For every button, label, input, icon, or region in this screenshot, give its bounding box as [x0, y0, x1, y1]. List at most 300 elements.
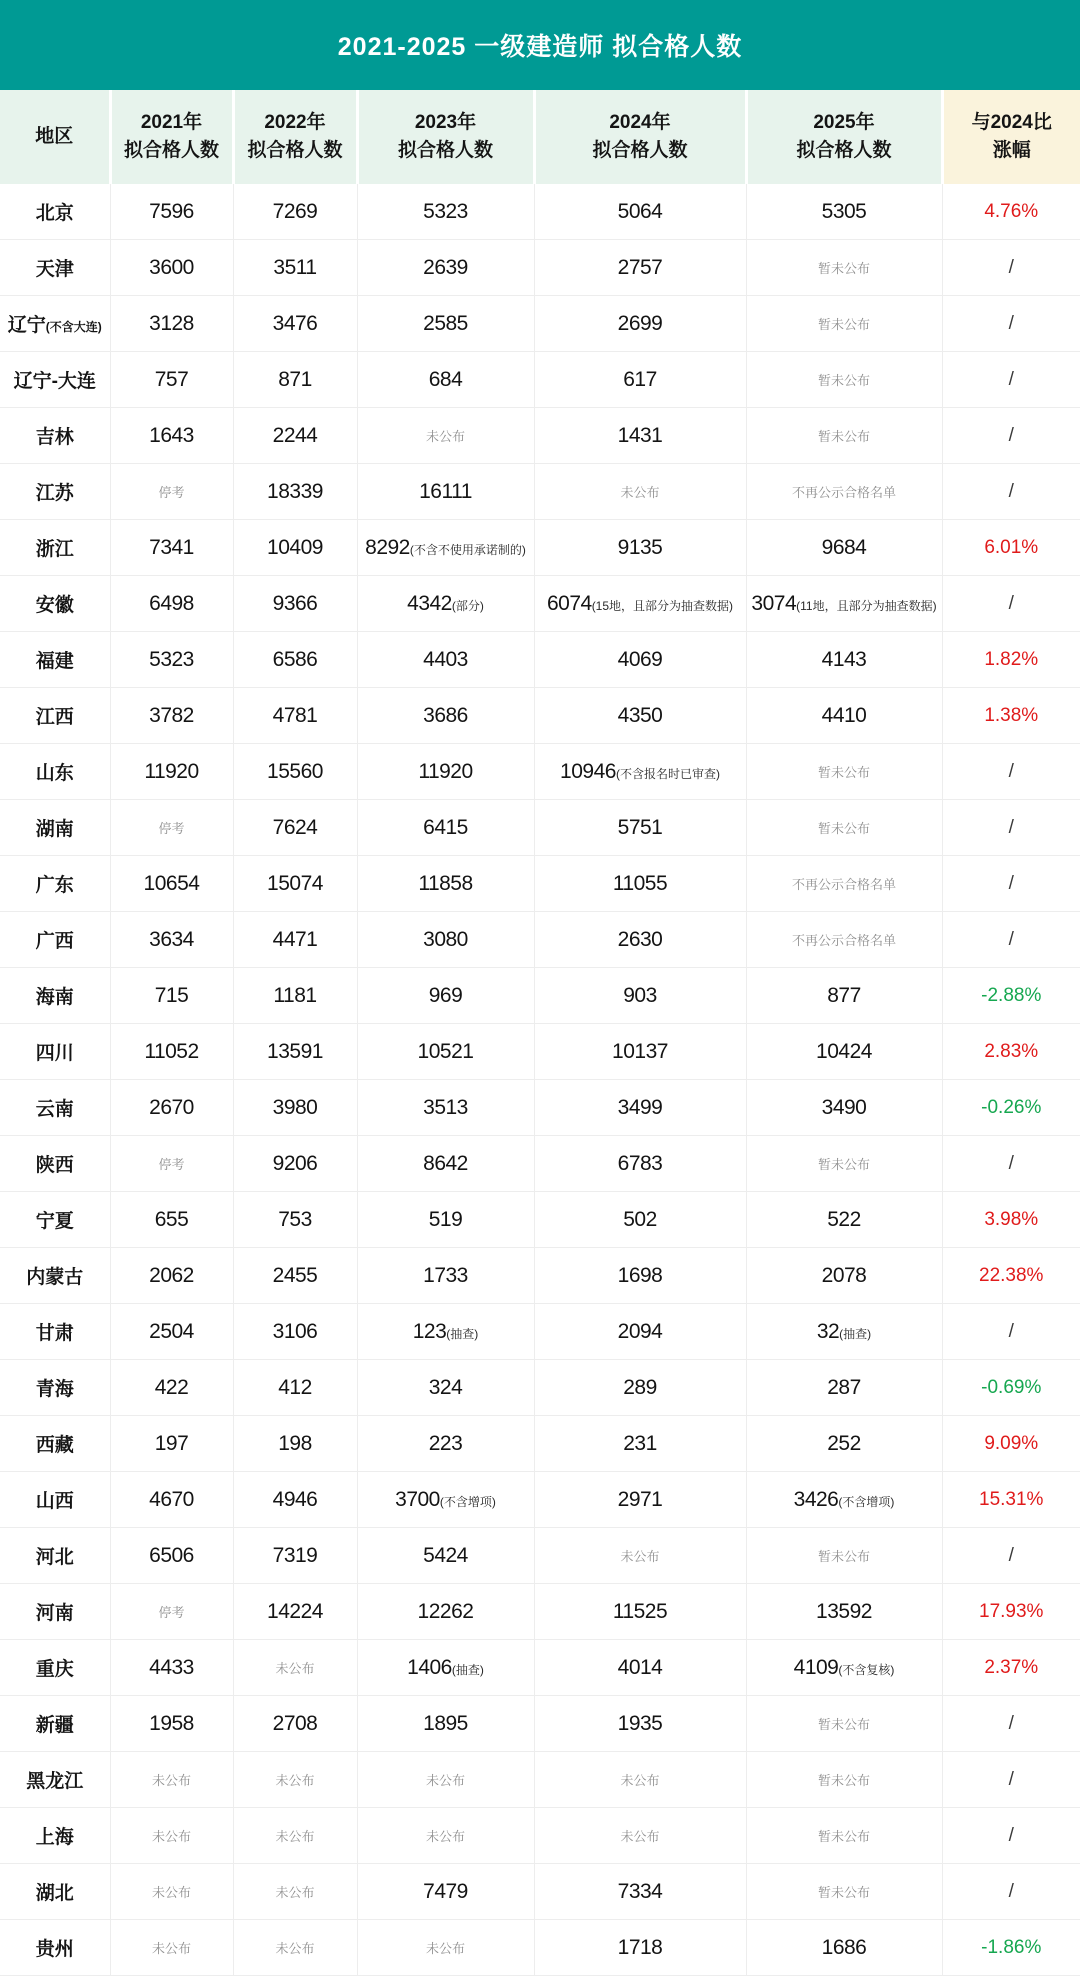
column-header	[357, 90, 534, 184]
status-text: 未公布	[275, 1884, 315, 1900]
value-number: 519	[428, 1207, 463, 1231]
change-cell	[942, 688, 1080, 744]
value-cell	[746, 912, 942, 968]
value-number: 5064	[617, 199, 663, 223]
value-cell	[746, 1416, 942, 1472]
value-number: 10409	[267, 535, 323, 559]
region-cell	[0, 1808, 110, 1864]
value-cell	[534, 688, 746, 744]
value-number: 502	[623, 1207, 657, 1231]
table-body	[0, 184, 1080, 1976]
value-cell	[357, 1136, 534, 1192]
region-cell	[0, 520, 110, 576]
value-number: 969	[428, 983, 463, 1007]
value-cell	[357, 1472, 534, 1528]
value-cell	[233, 1584, 357, 1640]
region-label: 黑龙江	[26, 1771, 84, 1792]
value-number: 123	[412, 1319, 447, 1343]
region-label: 贵州	[35, 1939, 74, 1960]
value-cell	[233, 1472, 357, 1528]
column-header	[534, 90, 746, 184]
value-cell	[357, 1752, 534, 1808]
value-cell	[110, 520, 233, 576]
value-cell	[746, 1752, 942, 1808]
value-number: 15074	[267, 871, 323, 895]
region-cell	[0, 352, 110, 408]
value-number: 5323	[149, 647, 194, 671]
title-bar	[0, 0, 1080, 90]
value-number: 10654	[143, 871, 200, 895]
table-row	[0, 1248, 1080, 1304]
value-cell	[357, 520, 534, 576]
value-number: 4433	[149, 1655, 194, 1679]
change-value: 9.09%	[984, 1432, 1039, 1454]
value-cell	[357, 968, 534, 1024]
value-cell	[534, 1528, 746, 1584]
value-number: 11052	[144, 1039, 199, 1063]
change-value: 2.37%	[984, 1656, 1039, 1678]
change-value: /	[1008, 816, 1014, 838]
value-cell	[110, 408, 233, 464]
value-note: (不含增项)	[439, 1494, 496, 1509]
value-cell	[110, 800, 233, 856]
value-note: (15地，且部分为抽查数据)	[591, 598, 734, 613]
change-cell	[942, 968, 1080, 1024]
table-row	[0, 744, 1080, 800]
region-cell	[0, 912, 110, 968]
value-cell	[357, 408, 534, 464]
value-cell	[746, 408, 942, 464]
value-cell	[746, 352, 942, 408]
status-text: 停考	[158, 1604, 185, 1620]
change-value: /	[1008, 1544, 1014, 1566]
value-cell	[534, 1752, 746, 1808]
region-label: 辽宁-大连	[13, 371, 96, 392]
value-note: (抽查)	[839, 1326, 872, 1341]
value-number: 6586	[272, 647, 318, 671]
value-cell	[746, 632, 942, 688]
value-cell	[746, 1472, 942, 1528]
value-cell	[534, 856, 746, 912]
value-cell	[534, 1080, 746, 1136]
value-number: 4403	[423, 647, 468, 671]
value-number: 4109	[793, 1655, 839, 1679]
status-text: 未公布	[151, 1828, 191, 1844]
region-label: 四川	[35, 1043, 74, 1064]
value-number: 11920	[144, 759, 199, 783]
status-text: 未公布	[620, 1828, 660, 1844]
region-cell	[0, 1248, 110, 1304]
value-cell	[746, 1304, 942, 1360]
value-cell	[746, 1584, 942, 1640]
value-number: 7624	[272, 815, 318, 839]
value-cell	[746, 744, 942, 800]
region-label: 新疆	[35, 1715, 74, 1736]
value-cell	[746, 1024, 942, 1080]
value-number: 1686	[821, 1935, 867, 1959]
value-cell	[746, 184, 942, 240]
value-cell	[233, 1304, 357, 1360]
value-cell	[746, 464, 942, 520]
value-number: 757	[154, 367, 189, 391]
value-cell	[110, 464, 233, 520]
region-label: 江西	[35, 707, 74, 728]
region-label: 陕西	[35, 1155, 74, 1176]
value-cell	[357, 1808, 534, 1864]
table-row	[0, 1192, 1080, 1248]
value-cell	[110, 1024, 233, 1080]
status-text: 未公布	[620, 1772, 660, 1788]
value-cell	[746, 1360, 942, 1416]
value-number: 3476	[272, 311, 318, 335]
value-cell	[534, 1304, 746, 1360]
change-cell	[942, 1696, 1080, 1752]
value-number: 903	[623, 983, 657, 1007]
value-cell	[110, 912, 233, 968]
change-value: 22.38%	[979, 1264, 1044, 1286]
region-label: 重庆	[35, 1659, 74, 1680]
value-number: 231	[623, 1431, 657, 1455]
value-number: 7479	[423, 1879, 468, 1903]
value-cell	[534, 184, 746, 240]
status-text: 未公布	[275, 1940, 315, 1956]
change-value: /	[1008, 256, 1014, 278]
table-row	[0, 1528, 1080, 1584]
change-value: /	[1008, 760, 1014, 782]
value-number: 1698	[617, 1263, 663, 1287]
change-cell	[942, 296, 1080, 352]
value-number: 3686	[423, 703, 468, 727]
table-row	[0, 800, 1080, 856]
value-number: 10137	[612, 1039, 668, 1063]
value-cell	[357, 1696, 534, 1752]
change-cell	[942, 408, 1080, 464]
value-cell	[233, 240, 357, 296]
value-cell	[233, 1248, 357, 1304]
value-number: 1733	[423, 1263, 468, 1287]
value-cell	[357, 1528, 534, 1584]
value-number: 1643	[149, 423, 194, 447]
change-cell	[942, 1864, 1080, 1920]
region-label: 上海	[35, 1827, 74, 1848]
region-label: 天津	[35, 259, 74, 280]
value-number: 753	[278, 1207, 312, 1231]
region-cell	[0, 1696, 110, 1752]
change-value: 4.76%	[984, 200, 1039, 222]
qualified-counts-table	[0, 90, 1080, 1976]
value-cell	[110, 1920, 233, 1976]
value-number: 4410	[821, 703, 867, 727]
value-number: 2630	[617, 927, 663, 951]
value-cell	[357, 1640, 534, 1696]
value-cell	[110, 1192, 233, 1248]
column-header-line1: 2025年	[813, 112, 875, 133]
region-cell	[0, 240, 110, 296]
value-cell	[233, 1640, 357, 1696]
value-cell	[110, 968, 233, 1024]
column-header-line1: 2024年	[609, 112, 671, 133]
change-cell	[942, 912, 1080, 968]
value-cell	[110, 1360, 233, 1416]
value-cell	[746, 800, 942, 856]
value-number: 4014	[617, 1655, 663, 1679]
value-number: 13591	[267, 1039, 323, 1063]
value-number: 8292	[365, 535, 410, 559]
change-value: /	[1008, 1768, 1014, 1790]
status-text: 暂未公布	[817, 428, 870, 444]
value-number: 2971	[617, 1487, 663, 1511]
value-cell	[746, 688, 942, 744]
column-header-line1: 2022年	[264, 112, 326, 133]
value-number: 16111	[419, 479, 472, 503]
value-cell	[233, 1192, 357, 1248]
value-cell	[233, 1416, 357, 1472]
change-value: /	[1008, 1880, 1014, 1902]
value-number: 3600	[149, 255, 194, 279]
value-number: 871	[278, 367, 312, 391]
column-header	[233, 90, 357, 184]
change-cell	[942, 1360, 1080, 1416]
value-number: 2585	[423, 311, 468, 335]
value-number: 223	[428, 1431, 463, 1455]
value-cell	[357, 1192, 534, 1248]
value-cell	[357, 856, 534, 912]
value-cell	[110, 240, 233, 296]
value-cell	[233, 520, 357, 576]
change-value: 3.98%	[984, 1208, 1039, 1230]
value-cell	[110, 576, 233, 632]
value-number: 18339	[267, 479, 323, 503]
value-cell	[233, 1080, 357, 1136]
region-label: 福建	[35, 651, 74, 672]
value-number: 287	[827, 1375, 861, 1399]
table-row	[0, 1472, 1080, 1528]
status-text: 停考	[158, 1156, 185, 1172]
value-cell	[534, 408, 746, 464]
value-cell	[746, 1136, 942, 1192]
value-cell	[357, 744, 534, 800]
region-cell	[0, 744, 110, 800]
value-number: 3128	[149, 311, 194, 335]
value-number: 9135	[617, 535, 663, 559]
region-cell	[0, 1864, 110, 1920]
table-row	[0, 1920, 1080, 1976]
value-cell	[357, 352, 534, 408]
change-cell	[942, 632, 1080, 688]
value-number: 1958	[149, 1711, 194, 1735]
value-number: 3700	[395, 1487, 440, 1511]
value-cell	[357, 1360, 534, 1416]
value-number: 1431	[617, 423, 663, 447]
column-header	[746, 90, 942, 184]
value-cell	[233, 856, 357, 912]
region-label: 甘肃	[35, 1323, 74, 1344]
value-number: 6498	[149, 591, 194, 615]
value-cell	[357, 576, 534, 632]
value-cell	[357, 1920, 534, 1976]
value-cell	[110, 1584, 233, 1640]
value-number: 2708	[272, 1711, 318, 1735]
region-label: 内蒙古	[26, 1267, 84, 1288]
change-value: /	[1008, 592, 1014, 614]
value-number: 10521	[417, 1039, 474, 1063]
value-cell	[233, 912, 357, 968]
region-cell	[0, 1920, 110, 1976]
region-cell	[0, 856, 110, 912]
change-value: -2.88%	[981, 984, 1042, 1006]
value-number: 6783	[617, 1151, 663, 1175]
column-header-line1: 2023年	[414, 112, 477, 133]
value-cell	[233, 1752, 357, 1808]
value-cell	[357, 800, 534, 856]
value-number: 6506	[149, 1543, 194, 1567]
column-header	[110, 90, 233, 184]
value-cell	[233, 1696, 357, 1752]
value-cell	[357, 464, 534, 520]
value-cell	[233, 1528, 357, 1584]
status-text: 暂未公布	[817, 1772, 870, 1788]
change-cell	[942, 184, 1080, 240]
value-cell	[746, 1640, 942, 1696]
value-cell	[110, 1248, 233, 1304]
region-cell	[0, 1472, 110, 1528]
column-header-line1: 与2024比	[971, 112, 1052, 133]
value-number: 11055	[612, 871, 668, 895]
change-cell	[942, 744, 1080, 800]
value-cell	[746, 1248, 942, 1304]
value-cell	[233, 1808, 357, 1864]
value-cell	[110, 352, 233, 408]
table-row	[0, 240, 1080, 296]
status-text: 暂未公布	[817, 316, 870, 332]
value-cell	[746, 576, 942, 632]
table-row	[0, 632, 1080, 688]
value-number: 3080	[423, 927, 468, 951]
region-label: 云南	[35, 1099, 74, 1120]
value-cell	[357, 1304, 534, 1360]
column-header-line2: 涨幅	[992, 140, 1031, 161]
status-text: 暂未公布	[817, 260, 870, 276]
value-cell	[534, 1864, 746, 1920]
region-cell	[0, 1080, 110, 1136]
region-label: 江苏	[35, 483, 74, 504]
value-number: 3980	[272, 1095, 318, 1119]
value-cell	[357, 1864, 534, 1920]
value-cell	[110, 184, 233, 240]
change-cell	[942, 1248, 1080, 1304]
status-text: 不再公示合格名单	[791, 484, 896, 500]
region-cell	[0, 184, 110, 240]
value-cell	[534, 296, 746, 352]
change-cell	[942, 1752, 1080, 1808]
change-value: /	[1008, 312, 1014, 334]
status-text: 未公布	[620, 484, 660, 500]
table-row	[0, 912, 1080, 968]
change-cell	[942, 1640, 1080, 1696]
value-number: 7596	[149, 199, 194, 223]
value-cell	[534, 464, 746, 520]
region-cell	[0, 1024, 110, 1080]
value-cell	[534, 1584, 746, 1640]
value-number: 1935	[617, 1711, 663, 1735]
table-row	[0, 1416, 1080, 1472]
status-text: 暂未公布	[817, 1716, 870, 1732]
value-cell	[534, 1472, 746, 1528]
value-cell	[233, 576, 357, 632]
value-number: 2639	[423, 255, 468, 279]
region-label: 北京	[35, 203, 74, 224]
value-note: (不含不使用承诺制的)	[409, 542, 526, 557]
region-label: 湖南	[35, 819, 74, 840]
value-number: 3511	[273, 255, 317, 279]
value-cell	[357, 1248, 534, 1304]
change-cell	[942, 800, 1080, 856]
value-number: 1181	[273, 983, 317, 1007]
region-cell	[0, 1360, 110, 1416]
table-row	[0, 968, 1080, 1024]
status-text: 未公布	[425, 1828, 465, 1844]
table-row	[0, 856, 1080, 912]
value-cell	[534, 912, 746, 968]
region-label: 辽宁	[7, 315, 46, 336]
change-value: -1.86%	[981, 1936, 1042, 1958]
value-number: 198	[278, 1431, 312, 1455]
value-number: 2699	[617, 311, 663, 335]
value-cell	[534, 1248, 746, 1304]
value-number: 715	[154, 983, 189, 1007]
column-header-line1: 地区	[35, 126, 74, 147]
value-number: 2244	[272, 423, 318, 447]
value-number: 4670	[149, 1487, 194, 1511]
region-label: 河南	[35, 1603, 74, 1624]
value-cell	[110, 1696, 233, 1752]
value-number: 15560	[267, 759, 323, 783]
value-number: 12262	[417, 1599, 474, 1623]
table-row	[0, 296, 1080, 352]
region-cell	[0, 464, 110, 520]
column-header-line1: 2021年	[140, 112, 203, 133]
status-text: 未公布	[275, 1772, 315, 1788]
value-cell	[534, 1136, 746, 1192]
change-cell	[942, 464, 1080, 520]
value-number: 7269	[272, 199, 318, 223]
value-cell	[534, 1192, 746, 1248]
region-label: 海南	[35, 987, 74, 1008]
region-label: 湖北	[35, 1883, 74, 1904]
value-cell	[110, 744, 233, 800]
value-number: 1895	[423, 1711, 468, 1735]
value-cell	[110, 856, 233, 912]
value-cell	[110, 1528, 233, 1584]
status-text: 暂未公布	[817, 1884, 870, 1900]
change-cell	[942, 1584, 1080, 1640]
value-number: 617	[623, 367, 657, 391]
value-cell	[357, 296, 534, 352]
table-row	[0, 1640, 1080, 1696]
value-number: 4471	[272, 927, 318, 951]
value-cell	[746, 1696, 942, 1752]
status-text: 暂未公布	[817, 1828, 870, 1844]
table-row	[0, 1360, 1080, 1416]
value-number: 4143	[821, 647, 867, 671]
region-cell	[0, 800, 110, 856]
value-cell	[534, 968, 746, 1024]
value-cell	[110, 1304, 233, 1360]
region-cell	[0, 1752, 110, 1808]
value-number: 877	[827, 983, 861, 1007]
value-cell	[746, 1808, 942, 1864]
value-cell	[357, 1584, 534, 1640]
